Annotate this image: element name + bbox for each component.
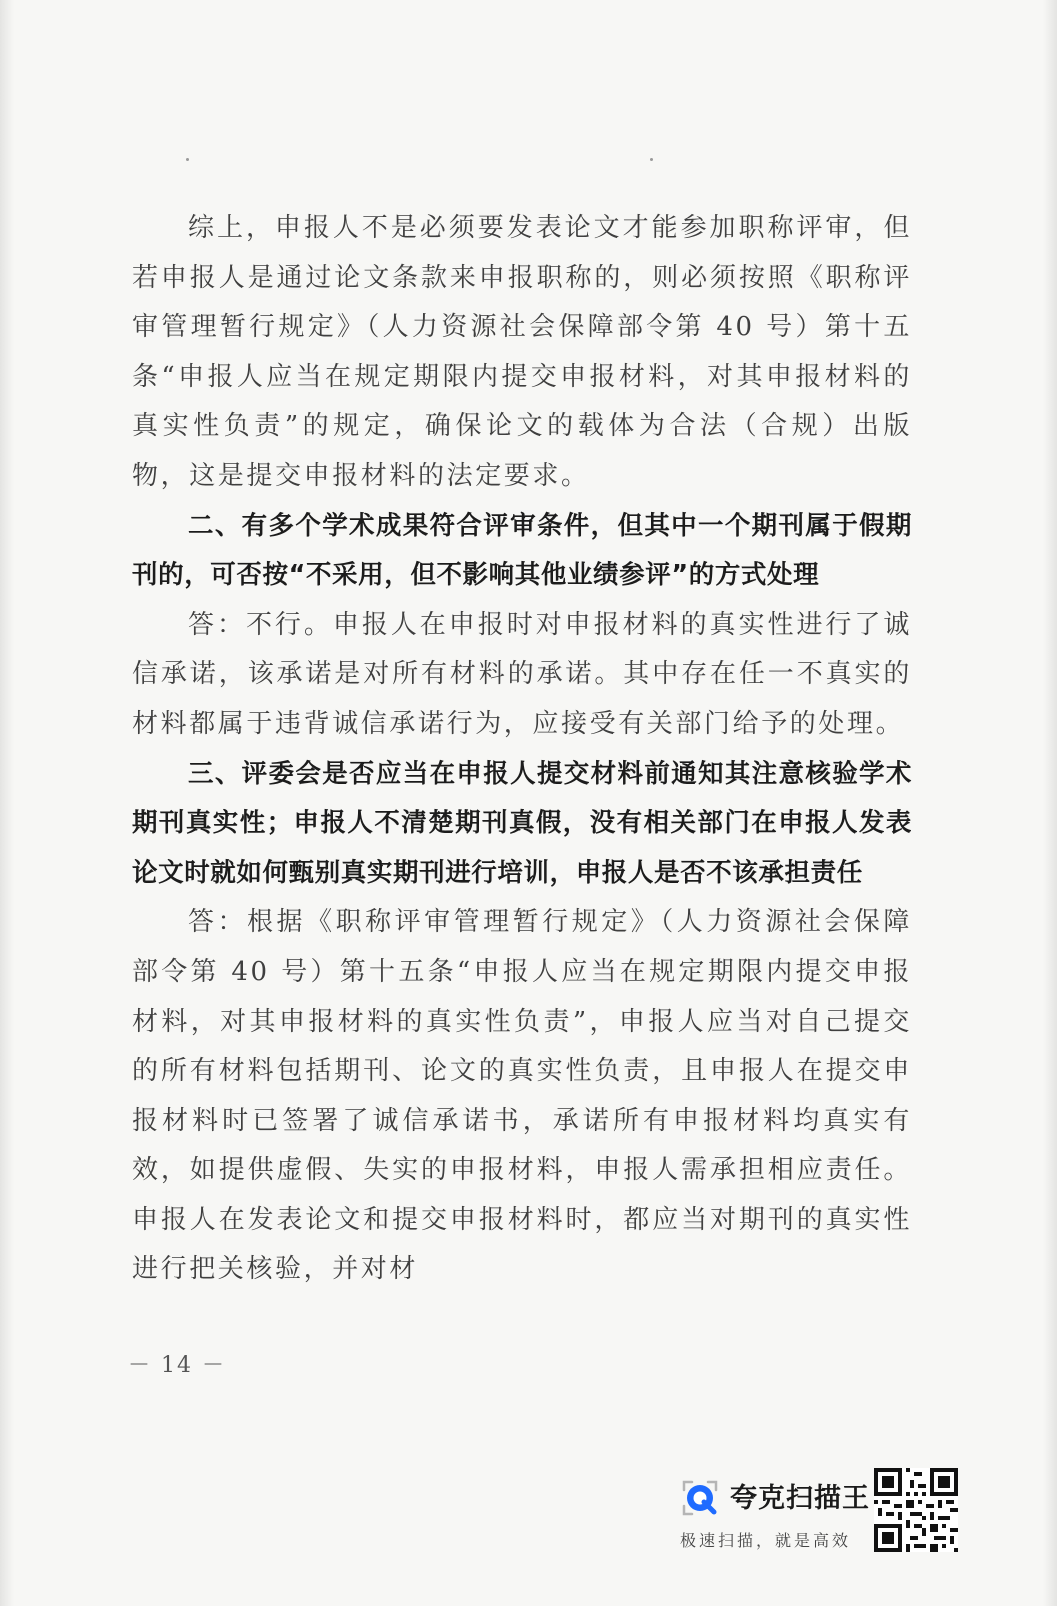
scanner-app-name: 夸克扫描王 xyxy=(730,1483,870,1514)
scan-speck xyxy=(650,158,653,161)
scanner-watermark xyxy=(678,1470,878,1560)
document-body xyxy=(132,204,912,1295)
page-number: － 14 － xyxy=(128,1353,226,1378)
paragraph-summary: 综上，申报人不是必须要发表论文才能参加职称评审，但若申报人是通过论文条款来申报职称的，则必须按照《职称评审管理暂行规定》（人力资源社会保障部令第 40 号）第十五条“申报人应当在规定期限内提交申报材料，对其申报材料的真实性负责”的规定，确保论文的载体为合法（合规）出版物，这是提交申报材料的法定要求。 xyxy=(132,213,912,491)
section-heading-2: 二、有多个学术成果符合评审条件，但其中一个期刊属于假期刊的，可否按“不采用，但不影响其他业绩参评”的方式处理 xyxy=(132,510,912,591)
section-heading-3: 三、评委会是否应当在申报人提交材料前通知其注意核验学术期刊真实性；申报人不清楚期刊真假，没有相关部门在申报人发表论文时就如何甄别真实期刊进行培训，申报人是否不该承担责任 xyxy=(132,758,912,888)
qr-code-icon xyxy=(874,1468,958,1552)
quark-logo-icon xyxy=(678,1476,722,1520)
scan-speck xyxy=(186,158,189,161)
answer-section-2: 答：不行。申报人在申报时对申报材料的真实性进行了诚信承诺，该承诺是对所有材料的承诺。其中存在任一不真实的材料都属于违背诚信承诺行为，应接受有关部门给予的处理。 xyxy=(132,609,912,739)
scanner-slogan: 极速扫描，就是高效 xyxy=(680,1531,852,1550)
page-edge-right xyxy=(1043,0,1057,1606)
answer-section-3: 答：根据《职称评审管理暂行规定》（人力资源社会保障部令第 40 号）第十五条“申报人应当在规定期限内提交申报材料，对其申报材料的真实性负责”，申报人应当对自己提交的所有材料包括期刊、论文的真实性负责，且申报人在提交申报材料时已签署了诚信承诺书，承诺所有申报材料均真实有效，如提供虚假、失实的申报材料，申报人需承担相应责任。申报人在发表论文和提交申报材料时，都应当对期刊的真实性进行把关核验，并对材 xyxy=(132,907,912,1285)
page-edge-left xyxy=(0,0,14,1606)
